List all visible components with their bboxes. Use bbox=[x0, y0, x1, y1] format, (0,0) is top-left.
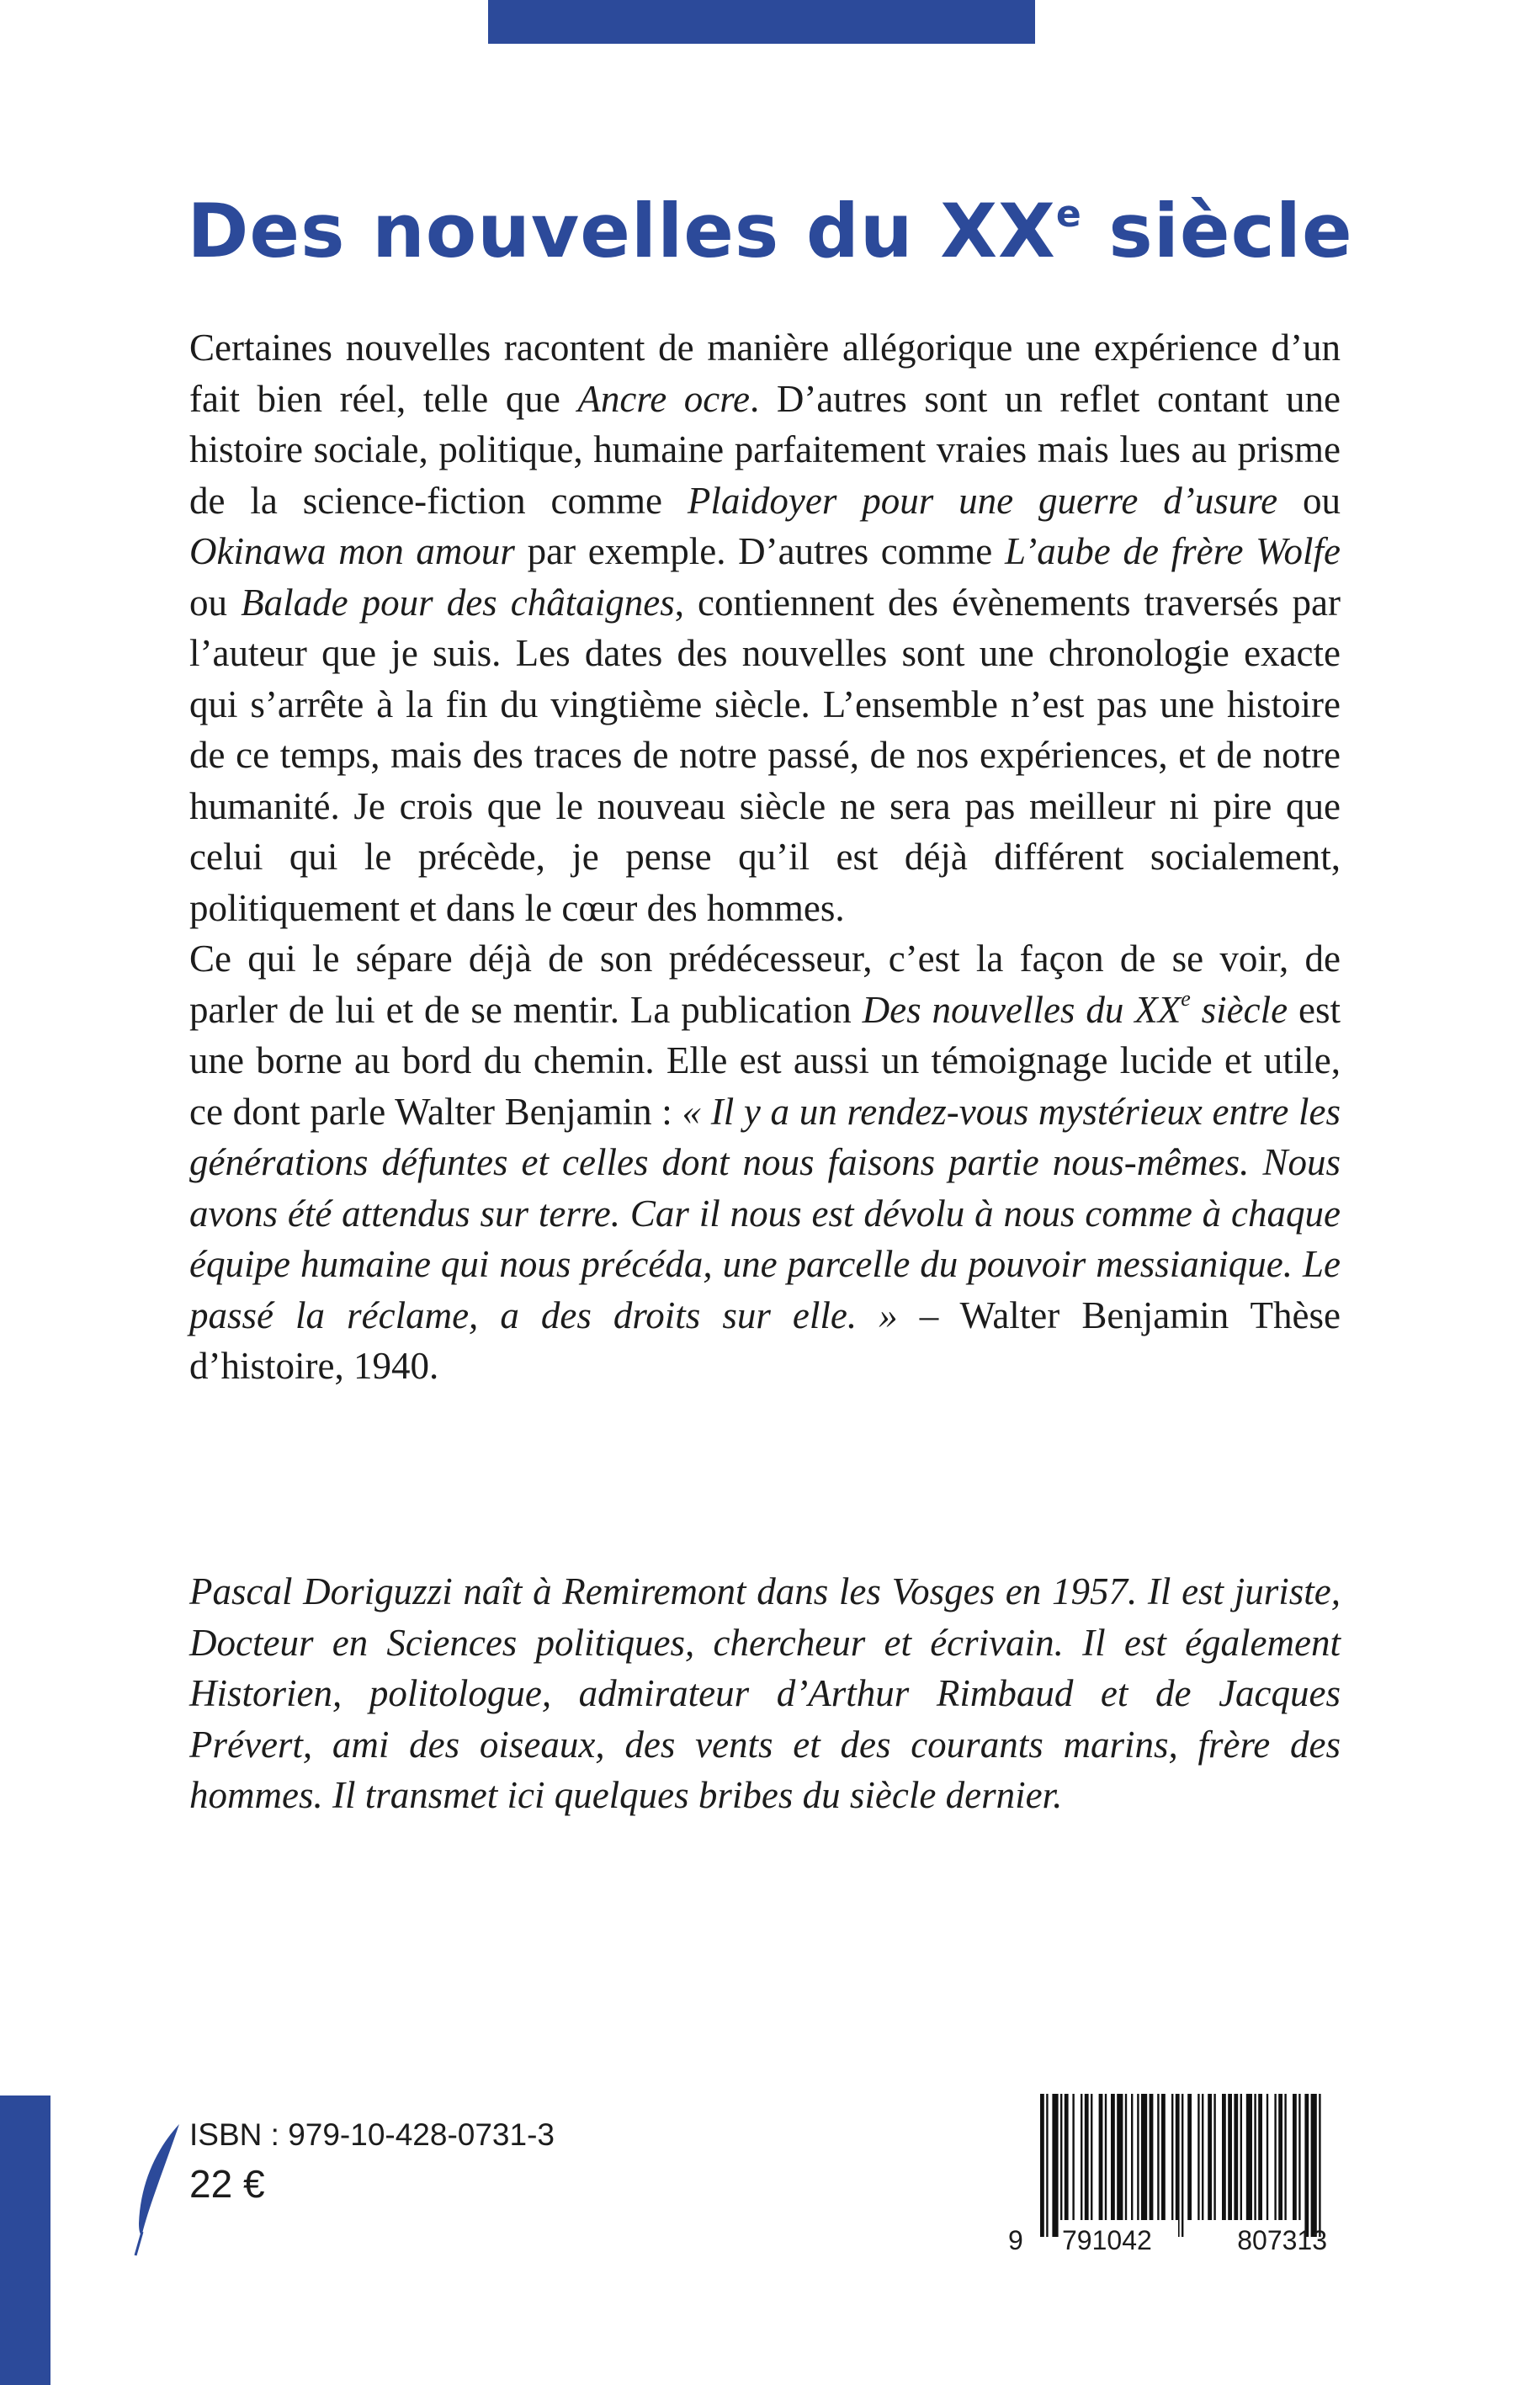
text-run: est une borne au bord du chemin. Elle est aussi un témoignage lucide et utile, ce dont parle Walter Benjamin : bbox=[189, 988, 1341, 1133]
barcode-bar bbox=[1176, 2094, 1180, 2237]
barcode-bar bbox=[1254, 2094, 1256, 2237]
barcode-bar bbox=[1267, 2094, 1268, 2237]
book-title-main: Des nouvelles du XX bbox=[187, 187, 1056, 274]
barcode-lead-digit: 9 bbox=[1008, 2225, 1023, 2255]
blurb-paragraph-1 bbox=[189, 322, 1341, 933]
italic-text-run: Ancre ocre bbox=[577, 377, 751, 420]
barcode-bar bbox=[1213, 2094, 1215, 2237]
barcode-bar bbox=[1137, 2094, 1139, 2237]
barcode-bar bbox=[1284, 2094, 1286, 2237]
italic-text-run: Des nouvelles du XX bbox=[862, 988, 1182, 1031]
barcode-bar bbox=[1060, 2094, 1062, 2237]
barcode-digit-group-2: 807313 bbox=[1237, 2225, 1327, 2255]
barcode-bar bbox=[1065, 2094, 1069, 2237]
barcode-bar bbox=[1046, 2094, 1048, 2237]
barcode-bar bbox=[1131, 2094, 1133, 2237]
barcode-bar bbox=[1228, 2094, 1232, 2237]
blurb-paragraph-2 bbox=[189, 933, 1341, 1392]
barcode-bar bbox=[1293, 2094, 1297, 2237]
top-accent-bar bbox=[488, 0, 1035, 44]
text-run: , contiennent des évènements traversés par l’auteur que je suis. Les dates des nouvelles sont une chronologie exacte qui s’arrête à la fin du vingtième siècle. L’ensemble n’est pas une histoire de ce temps, mais des traces de notre passé, de nos expériences, et de notre humanité. Je crois que le nouveau siècle ne sera pas meilleur ni pire que celui qui le précède, je pense qu’il est déjà différent socialement, politiquement et dans le cœur des hommes. bbox=[189, 581, 1341, 929]
italic-text-run: Plaidoyer pour une guerre d’usure bbox=[687, 479, 1278, 522]
quill-feather-icon bbox=[132, 2122, 183, 2257]
barcode-bar bbox=[1182, 2094, 1183, 2237]
barcode-bar bbox=[1157, 2094, 1159, 2237]
italic-text-run: Balade pour des châtaignes bbox=[241, 581, 675, 624]
barcode-bar bbox=[1246, 2094, 1252, 2237]
barcode-bar bbox=[1202, 2094, 1203, 2237]
barcode-bar bbox=[1099, 2094, 1103, 2237]
italic-text-run: siècle bbox=[1190, 988, 1288, 1031]
italic-text-run: « Il y a un rendez-vous mystérieux entre les générations défuntes et celles dont nous faisons partie nous-mêmes. Nous avons été attendus sur terre. Car il nous est dévolu à nous comme à chaque équipe humaine qui nous précéda, une parcelle du pouvoir messianique. Le passé la réclame, a des droits sur elle. » bbox=[189, 1090, 1341, 1336]
book-title bbox=[0, 187, 1540, 274]
text-run: ou bbox=[1277, 479, 1341, 522]
text-run: par exemple. D’autres comme bbox=[514, 530, 1005, 572]
barcode-bar bbox=[1171, 2094, 1173, 2237]
italic-text-run: Okinawa mon amour bbox=[189, 530, 515, 572]
barcode-bar bbox=[1274, 2094, 1276, 2237]
barcode-bar bbox=[1208, 2094, 1212, 2237]
barcode-digits bbox=[1062, 2225, 1327, 2256]
italic-text-run: L’aube de frère Wolfe bbox=[1004, 530, 1341, 572]
barcode-bar bbox=[1278, 2094, 1282, 2237]
barcode-bar bbox=[1091, 2094, 1092, 2237]
barcode-bar bbox=[1105, 2094, 1107, 2237]
barcode-bar bbox=[1258, 2094, 1262, 2237]
barcode-bar bbox=[1298, 2094, 1300, 2237]
barcode bbox=[1035, 2094, 1330, 2245]
text-run: – Walter Benjamin Thèse d’histoire, 1940. bbox=[189, 1293, 1341, 1387]
isbn-label: ISBN : 979-10-428-0731-3 bbox=[189, 2117, 555, 2152]
book-title-superscript: e bbox=[1055, 192, 1082, 236]
price-label: 22 € bbox=[189, 2162, 265, 2206]
barcode-bar bbox=[1240, 2094, 1242, 2237]
barcode-bar bbox=[1072, 2094, 1074, 2237]
text-run: Certaines nouvelles racontent de manière allégorique une expérience d’un fait bien réel, telle que bbox=[189, 327, 1341, 420]
author-bio: Pascal Doriguzzi naît à Remiremont dans les Vosges en 1957. Il est juriste, Docteur en Sciences politiques, chercheur et écrivain. Il est également Historien, politologue, admirateur d’Arthur Rimbaud et de Jacques Prévert, ami des oiseaux, des vents et des courants marins, frère des hommes. Il transmet ici quelques bribes du siècle dernier. bbox=[189, 1570, 1341, 1816]
text-run: . D’autres sont un reflet contant une histoire sociale, politique, humaine parfaitement vraies mais lues au prisme de la science-fiction comme bbox=[189, 377, 1341, 522]
barcode-bar bbox=[1234, 2094, 1238, 2237]
barcode-bar bbox=[1161, 2094, 1166, 2237]
barcode-bar bbox=[1311, 2094, 1317, 2237]
barcode-bar bbox=[1111, 2094, 1115, 2237]
barcode-bar bbox=[1040, 2094, 1044, 2237]
barcode-bar bbox=[1304, 2094, 1309, 2237]
back-cover-blurb bbox=[189, 322, 1341, 1392]
text-run: ou bbox=[189, 581, 242, 624]
barcode-bar bbox=[1125, 2094, 1127, 2237]
barcode-bar bbox=[1085, 2094, 1089, 2237]
barcode-digit-group-1: 791042 bbox=[1062, 2225, 1152, 2255]
left-accent-bar bbox=[0, 2096, 50, 2385]
barcode-bar bbox=[1187, 2094, 1192, 2237]
barcode-bar bbox=[1052, 2094, 1058, 2237]
barcode-bar bbox=[1150, 2094, 1154, 2237]
barcode-bar bbox=[1222, 2094, 1226, 2237]
barcode-bar bbox=[1197, 2094, 1199, 2237]
book-title-end: siècle bbox=[1081, 187, 1353, 274]
barcode-bar bbox=[1117, 2094, 1123, 2237]
text-run: Ce qui le sépare déjà de son prédécesseur, c’est la façon de se voir, de parler de lui et de se mentir. La publication bbox=[189, 938, 1341, 1031]
barcode-bar bbox=[1141, 2094, 1147, 2237]
barcode-bar bbox=[1319, 2094, 1320, 2237]
barcode-bar bbox=[1081, 2094, 1082, 2237]
italic-text-run: e bbox=[1181, 985, 1191, 1011]
